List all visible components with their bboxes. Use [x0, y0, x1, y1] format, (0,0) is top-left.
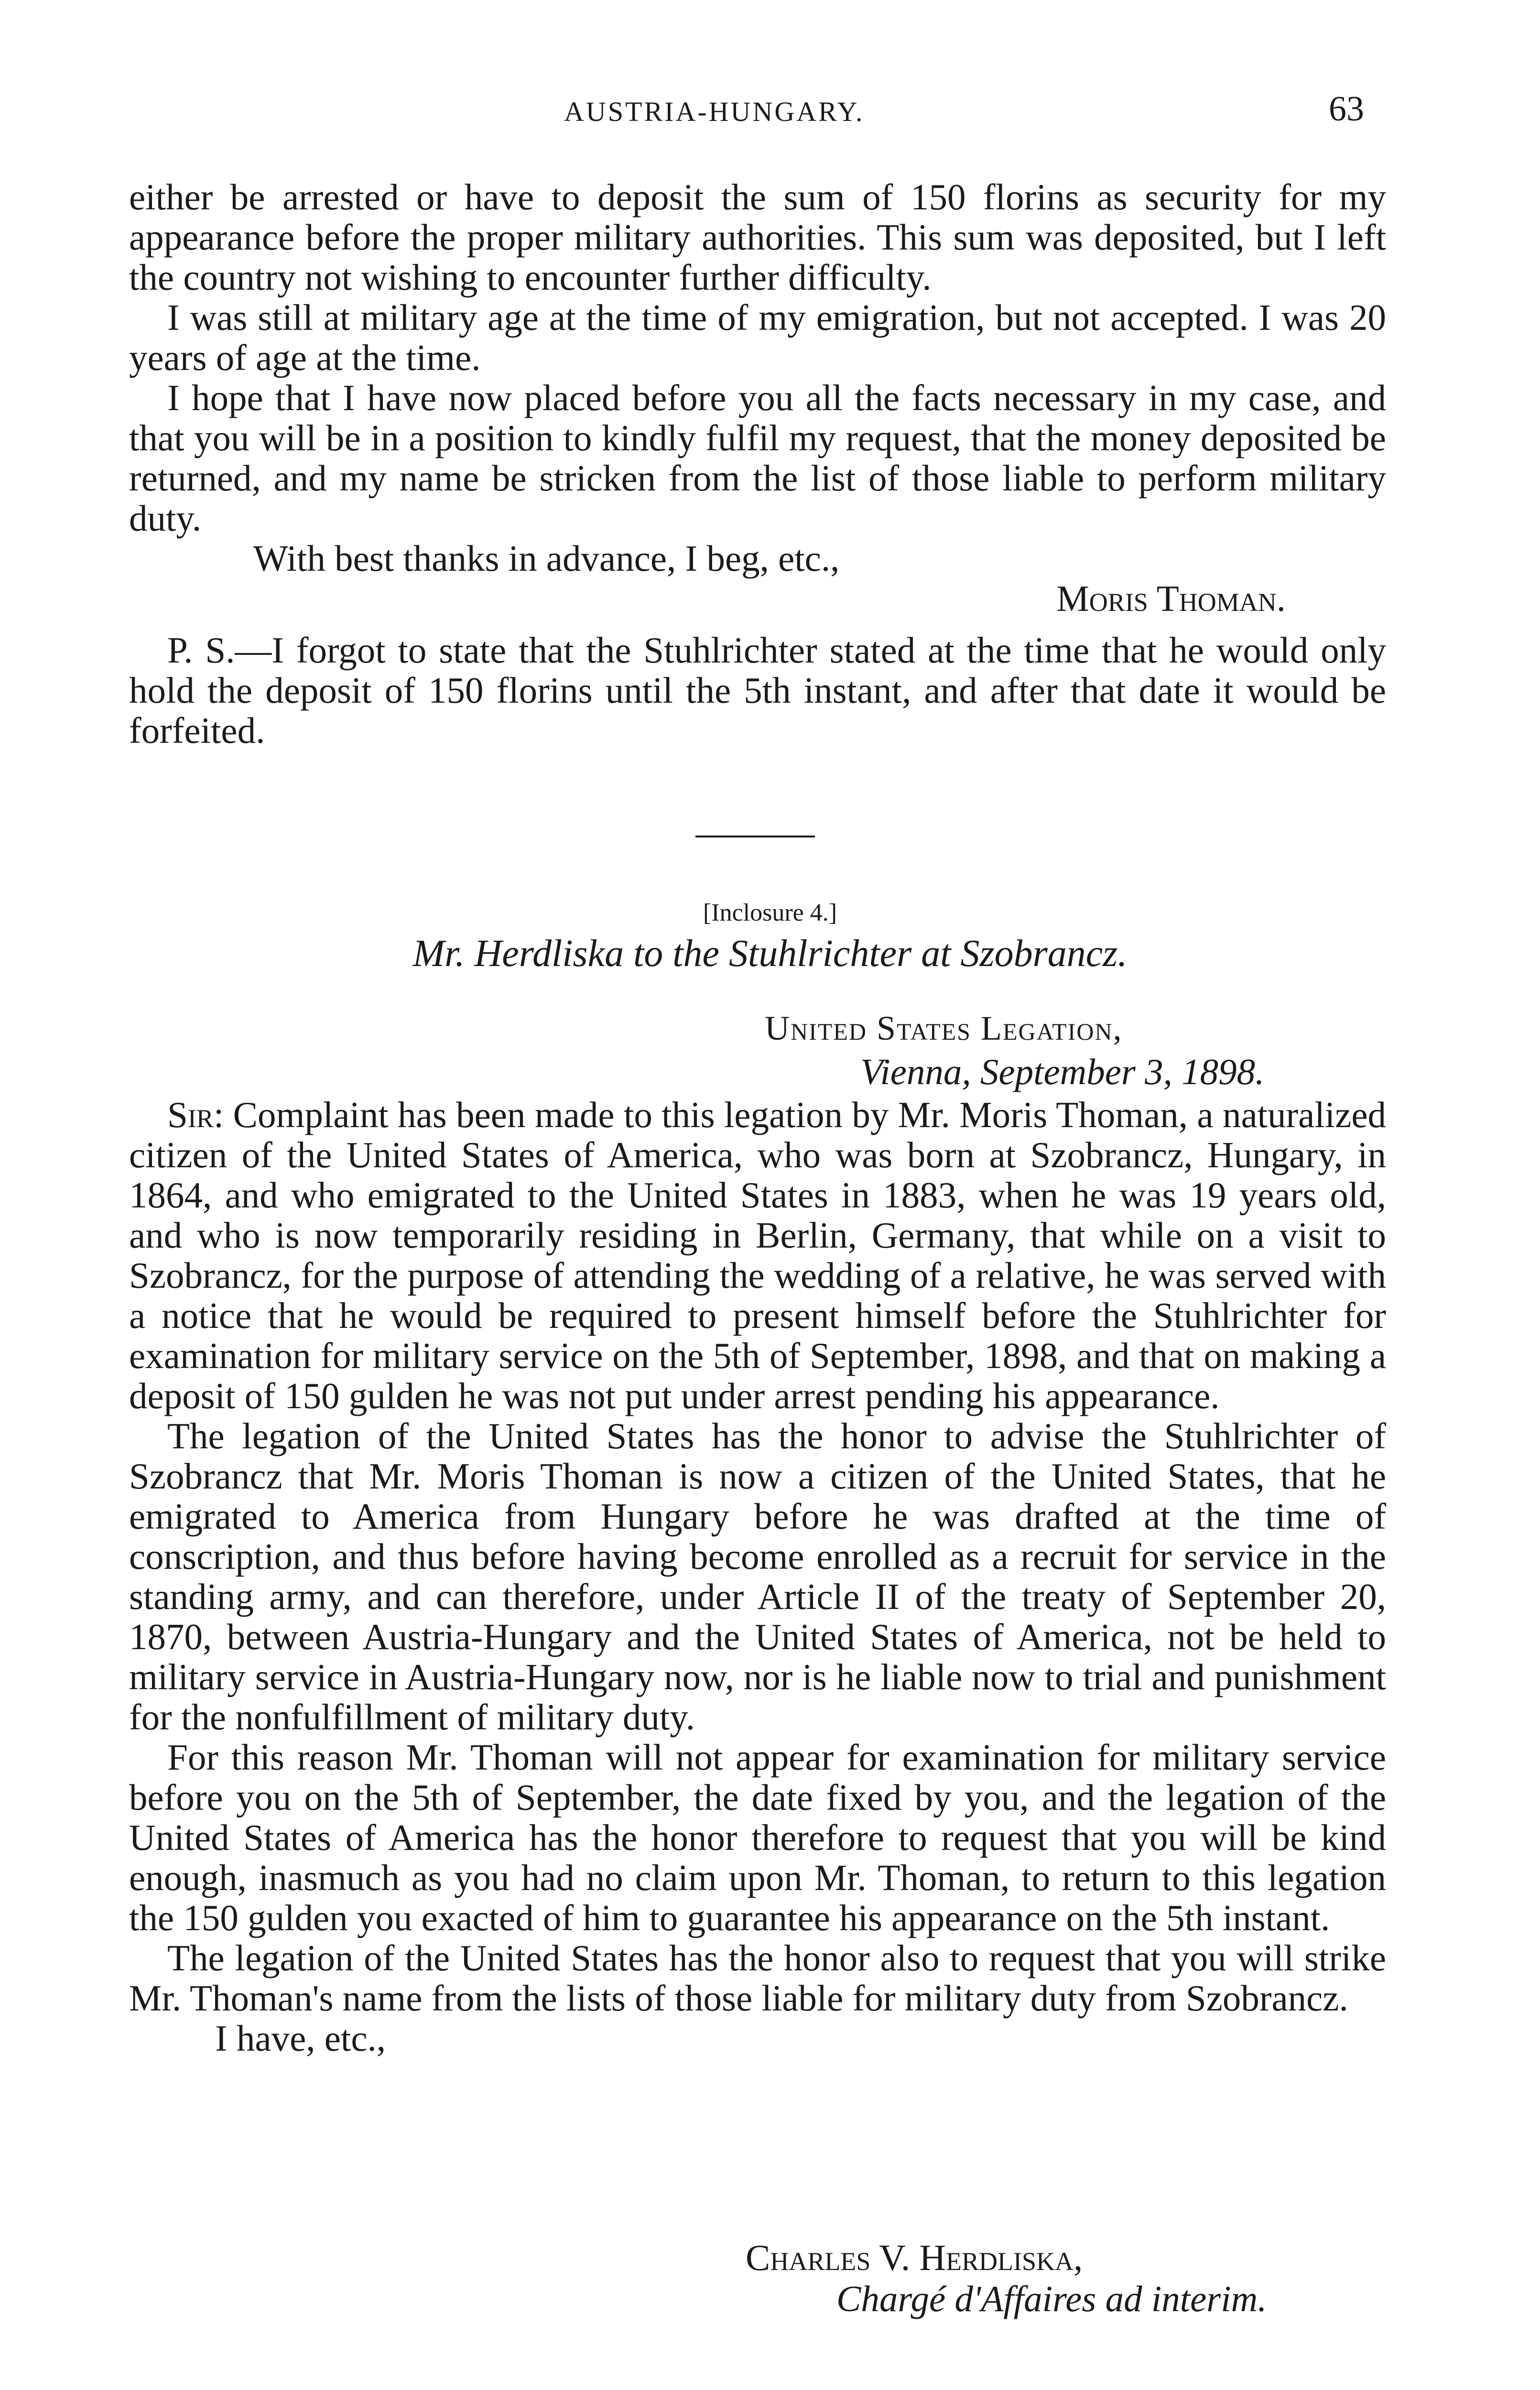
running-head: AUSTRIA-HUNGARY. — [564, 96, 865, 127]
postscript: P. S.—I forgot to state that the Stuhlrichter stated at the time that he would only hold the deposit of 150 florins until the 5th instant, and after that date it would be forfeited. — [129, 630, 1386, 751]
paragraph: The legation of the United States has the honor also to request that you will strike Mr. Thoman's name from the lists of those liable for military duty from Szobrancz. — [129, 1937, 1386, 2019]
paragraph: I was still at military age at the time of my emigration, but not accepted. I was 20 years of age at the time. — [129, 297, 1386, 378]
paragraph: The legation of the United States has the honor to advise the Stuhlrichter of Szobrancz that Mr. Moris Thoman is now a citizen of the United States, that he emigrated to America from Hungary before he was drafted at the time of conscription, and thus before having become enrolled as a recruit for service in the standing army, and can therefore, under Article II of the treaty of September 20, 1870, between Austria-Hungary and the United States of America, not be held to military service in Austria-Hungary now, nor is he liable now to trial and punishment for the nonfulfillment of military duty. — [129, 1415, 1386, 1738]
salutation: Sir: — [167, 1094, 224, 1135]
paragraph: I hope that I have now placed before you all the facts necessary in my case, and that you will be in a position to kindly fulfil my request, that the money deposited be returned, and my name be stricken from the list of those liable to perform military duty. — [129, 377, 1386, 539]
signature-name: Charles V. Herdliska, — [746, 2237, 1083, 2278]
signature-title: Chargé d'Affaires ad interim. — [836, 2278, 1267, 2319]
letter-heading: Mr. Herdliska to the Stuhlrichter at Szobrancz. — [412, 933, 1128, 975]
section-divider — [695, 836, 815, 837]
paragraph-text: Complaint has been made to this legation by Mr. Moris Thoman, a naturalized citizen of the United States of America, who was born at Szobrancz, Hungary, in 1864, and who emigrated to the United States in 1883, when he was 19 years old, and who is now temporarily residing in Berlin, Germany, that while on a visit to Szobrancz, for the purpose of attending the wedding of a relative, he was served with a notice that he would be required to present himself before the Stuhlrichter for examination for military service on the 5th of September, 1898, and that on making a deposit of 150 gulden he was not put under arrest pending his appearance. — [129, 1094, 1387, 1416]
letter-herdliska — [129, 1095, 1386, 2058]
letter-thoman — [129, 177, 1386, 750]
paragraph — [129, 1095, 1386, 1416]
closing-line: I have, etc., — [215, 2018, 386, 2059]
signature-thoman: Moris Thoman. — [1056, 578, 1286, 619]
paragraph: either be arrested or have to deposit the sum of 150 florins as security for my appearance before the proper military authorities. This sum was deposited, but I left the country not wishing to encounter further difficulty. — [129, 176, 1386, 298]
inclosure-label: [Inclosure 4.] — [703, 899, 837, 926]
date: September 3, 1898. — [980, 1051, 1265, 1092]
place-date — [860, 1051, 1264, 1093]
place: Vienna, — [860, 1051, 971, 1092]
closing-line: With best thanks in advance, I beg, etc., — [253, 538, 840, 579]
page-number: 63 — [1329, 89, 1364, 129]
legation-name: United States Legation, — [765, 1009, 1123, 1047]
signature-herdliska — [746, 2237, 1267, 2319]
paragraph: For this reason Mr. Thoman will not appear for examination for military service before you on the 5th of September, the date fixed by you, and the legation of the United States of America has the honor therefore to request that you will be kind enough, inasmuch as you had no claim upon Mr. Thoman, to return to this legation the 150 gulden you exacted of him to guarantee his appearance on the 5th instant. — [129, 1737, 1386, 1938]
